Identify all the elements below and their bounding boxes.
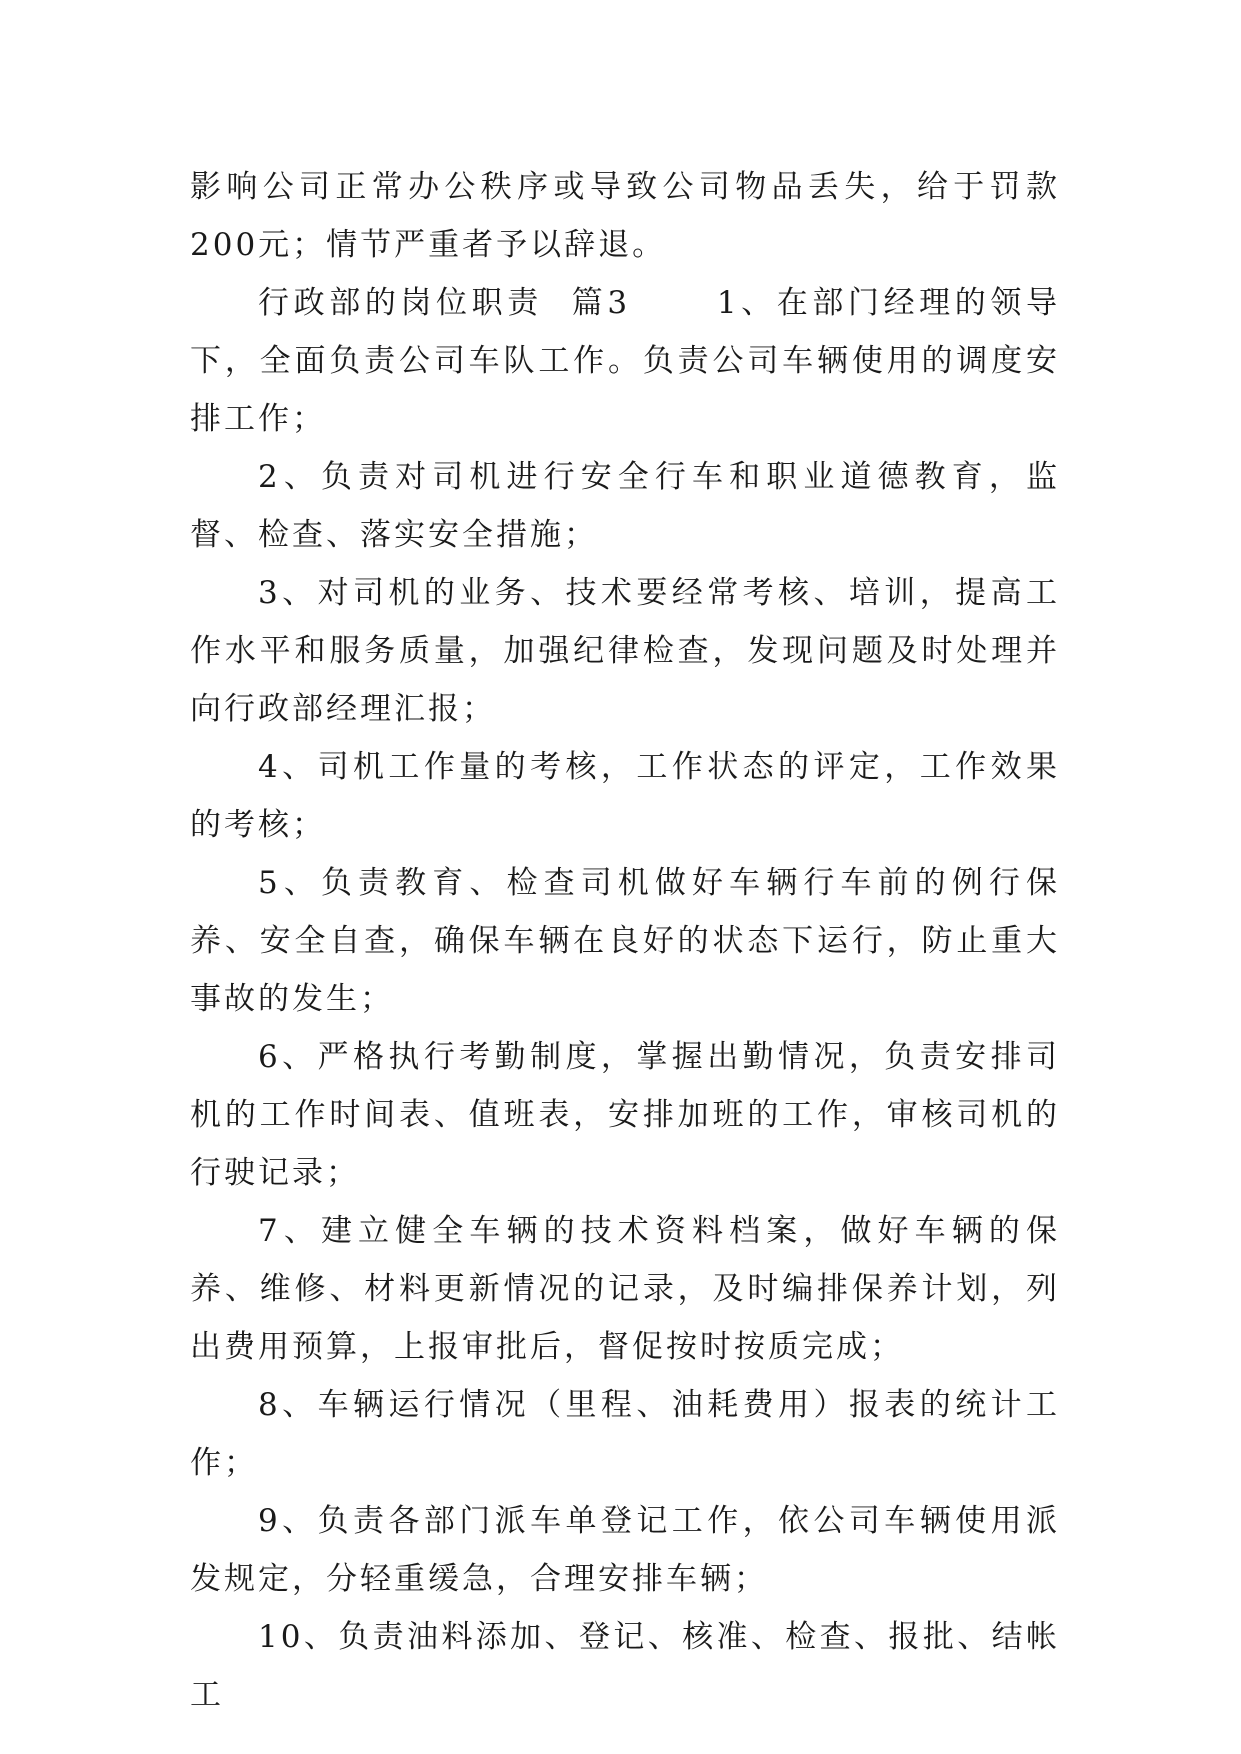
paragraph-item-4: 4、司机工作量的考核，工作状态的评定，工作效果的考核； bbox=[190, 749, 1060, 843]
document-body bbox=[190, 158, 1060, 1724]
paragraph-item-3: 3、对司机的业务、技术要经常考核、培训，提高工作水平和服务质量，加强纪律检查，发现问题及时处理并向行政部经理汇报； bbox=[190, 575, 1060, 727]
paragraph-item-5: 5、负责教育、检查司机做好车辆行车前的例行保养、安全自查，确保车辆在良好的状态下运行，防止重大事故的发生； bbox=[190, 865, 1060, 1017]
paragraph-item-9: 9、负责各部门派车单登记工作，依公司车辆使用派发规定，分轻重缓急，合理安排车辆； bbox=[190, 1503, 1060, 1597]
paragraph-item-6: 6、严格执行考勤制度，掌握出勤情况，负责安排司机的工作时间表、值班表，安排加班的工作，审核司机的行驶记录； bbox=[190, 1039, 1060, 1191]
paragraph-continuation: 影响公司正常办公秩序或导致公司物品丢失，给于罚款200元；情节严重者予以辞退。 bbox=[190, 169, 1060, 263]
paragraph-item-2: 2、负责对司机进行安全行车和职业道德教育，监督、检查、落实安全措施； bbox=[190, 459, 1060, 553]
paragraph-item-7: 7、建立健全车辆的技术资料档案，做好车辆的保养、维修、材料更新情况的记录，及时编排保养计划，列出费用预算，上报审批后，督促按时按质完成； bbox=[190, 1213, 1060, 1365]
paragraph-section-heading: 行政部的岗位职责 篇3 1、在部门经理的领导下，全面负责公司车队工作。负责公司车辆使用的调度安排工作； bbox=[190, 285, 1060, 437]
paragraph-item-10: 10、负责油料添加、登记、核准、检查、报批、结帐工 bbox=[190, 1619, 1060, 1713]
paragraph-item-8: 8、车辆运行情况（里程、油耗费用）报表的统计工作； bbox=[190, 1387, 1060, 1481]
